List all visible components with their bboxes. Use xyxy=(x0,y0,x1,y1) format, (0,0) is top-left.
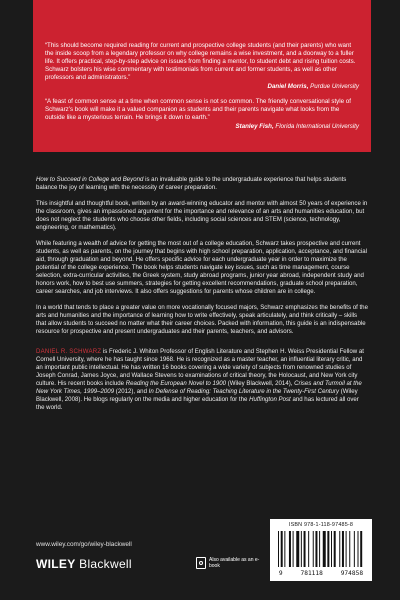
book-description xyxy=(36,176,368,420)
book-title: How to Succeed in College and Beyond xyxy=(36,176,144,183)
barcode-digits xyxy=(270,570,372,577)
quote-attribution xyxy=(45,83,359,91)
quote-text: “This should become required reading for current and prospective college students (and their parents) who want the inside scoop from a legendary professor on why college remains a wise investment, and a doorway to a fuller life. It offers practical, step-by-step advice on issues from finding a mentor, to student debt and rising tuition costs. Schwarz bolsters his wise commentary with testimonials from current and former students, as well as other professors and administrators.” xyxy=(45,42,356,81)
barcode-bar xyxy=(331,531,332,567)
description-paragraph-2: While featuring a wealth of advice for getting the most out of a college education, Schwarz takes prospective and current students, as well as parents, on the journey that begins with high school preparation, application, acceptance, and financial aid, through graduation and beyond. He offers specific advice for each undergraduate year in order to maximize the potential of the college experience. The book helps students navigate key issues, such as time management, course selection, extra-curricular activities, the Greek system, study abroad programs, junior year abroad, independent study and honors work, how to best use summers, strategies for getting excellent recommendations, graduate school preparation, career searches, and job interviews. It also offers suggestions for parents whose children are in college. xyxy=(36,240,367,295)
endorsement-quote-2 xyxy=(45,98,359,131)
barcode-digit-group: 974858 xyxy=(340,570,364,577)
barcode-bar xyxy=(308,531,309,567)
barcode-bar xyxy=(301,531,302,567)
bio-publication: Huffington Post xyxy=(249,396,291,403)
barcode-bar xyxy=(342,531,344,567)
bio-text: (2012), and xyxy=(114,388,149,395)
bio-text: is Frederic J. Whiton Professor of English Literature and Stephen H. Weiss Presidential Fellow at Cornell University, where he has taught since 1968. He is recognized as a master teacher, an influential literary critic, and an important public intellectual. He has written 16 books covering a wide variety of subjects from renowned studies of Joseph Conrad, James Joyce, and Wallace Stevens to examinations of critical theory, the Holocaust, and New York city culture. His recent books include xyxy=(36,348,364,387)
barcode-bar xyxy=(289,531,291,567)
quote-author: Stanley Fish, xyxy=(235,123,274,130)
barcode-bar xyxy=(319,531,320,567)
barcode-bar xyxy=(354,531,355,567)
barcode-bar xyxy=(281,531,283,567)
barcode-bar xyxy=(349,531,350,567)
logo-wiley: WILEY xyxy=(36,557,76,571)
description-paragraph-1: This insightful and thoughtful book, written by an award-winning educator and mentor with almost 50 years of experience in the classroom, gives an impassioned argument for the importance and relevance of an arts and humanities education, but does not neglect the students who choose other fields, including social sciences and STEM (science, technology, engineering, or mathematics). xyxy=(36,200,368,231)
barcode-icon xyxy=(276,531,366,569)
quote-author: Daniel Morris, xyxy=(267,83,309,90)
bio-book-title: Crises and Turmoil at the New York Times, 1999–2009 xyxy=(36,380,362,395)
ebook-label: Also available as an e-book xyxy=(209,557,260,569)
barcode-bar xyxy=(360,531,362,567)
publisher-logo xyxy=(36,557,132,571)
barcode-bar xyxy=(278,531,279,567)
bio-text: and has lectured all over the world. xyxy=(36,396,359,411)
quote-institution: Purdue University xyxy=(310,83,359,90)
barcode-bar xyxy=(315,531,317,567)
bio-book-title: Reading the European Novel to 1900 xyxy=(125,380,227,387)
endorsement-panel xyxy=(33,0,371,152)
publisher-url[interactable]: www.wiley.com/go/wiley-blackwell xyxy=(36,541,132,548)
e-book-icon xyxy=(196,557,206,569)
barcode-block xyxy=(270,519,372,581)
barcode-bar xyxy=(327,531,329,567)
logo-blackwell: Blackwell xyxy=(75,557,132,571)
barcode-bar xyxy=(334,531,336,567)
quote-attribution xyxy=(45,123,359,131)
isbn-number: ISBN 978-1-118-97485-8 xyxy=(288,522,354,528)
intro-paragraph xyxy=(36,176,368,192)
barcode-digit-group: 9 xyxy=(278,570,283,577)
barcode-bar xyxy=(284,531,285,567)
barcode-bar xyxy=(339,531,340,567)
bio-book-title: In Defense of Reading: Teaching Literature in the Twenty-First Century xyxy=(148,388,340,395)
quote-text: “A feast of common sense at a time when common sense is not so common. The friendly conversational style of Schwarz’s book will make it a valued companion as students and their parents navigate what looks from the outside like a mysterious terrain. He brings it down to earth.” xyxy=(45,98,351,121)
barcode-bar xyxy=(323,531,326,567)
author-bio xyxy=(36,348,368,412)
barcode-digit-group: 781118 xyxy=(300,570,323,577)
barcode-bar xyxy=(313,531,314,567)
intro-text: is an invaluable guide to the undergraduate experience that helps students balance the joy of learning with the necessity of career preparation. xyxy=(36,176,347,191)
barcode-bar xyxy=(296,531,299,567)
barcode-bar xyxy=(346,531,347,567)
barcode-bar xyxy=(358,531,359,567)
barcode-bar xyxy=(304,531,306,567)
ebook-notice xyxy=(196,556,264,570)
quote-institution: Florida International University xyxy=(275,123,359,130)
description-paragraph-3: In a world that tends to place a greater value on more vocationally focused majors, Schwarz emphasizes the benefits of the arts and humanities and the importance of learning how to write effectively, speak articulately, and think critically – skills that allow students to succeed no matter what their career choices. Packed with information, this guide is an indispensable resource for prospective and present undergraduates and their parents, teachers, and advisors. xyxy=(36,304,368,335)
bio-text: (Wiley Blackwell, 2008). He blogs regularly on the media and higher education for the xyxy=(36,388,358,403)
author-name: DANIEL R. SCHWARZ xyxy=(36,348,102,355)
barcode-bar xyxy=(293,531,294,567)
bio-text: (Wiley Blackwell, 2014), xyxy=(226,380,295,387)
endorsement-quote-1 xyxy=(45,42,359,91)
